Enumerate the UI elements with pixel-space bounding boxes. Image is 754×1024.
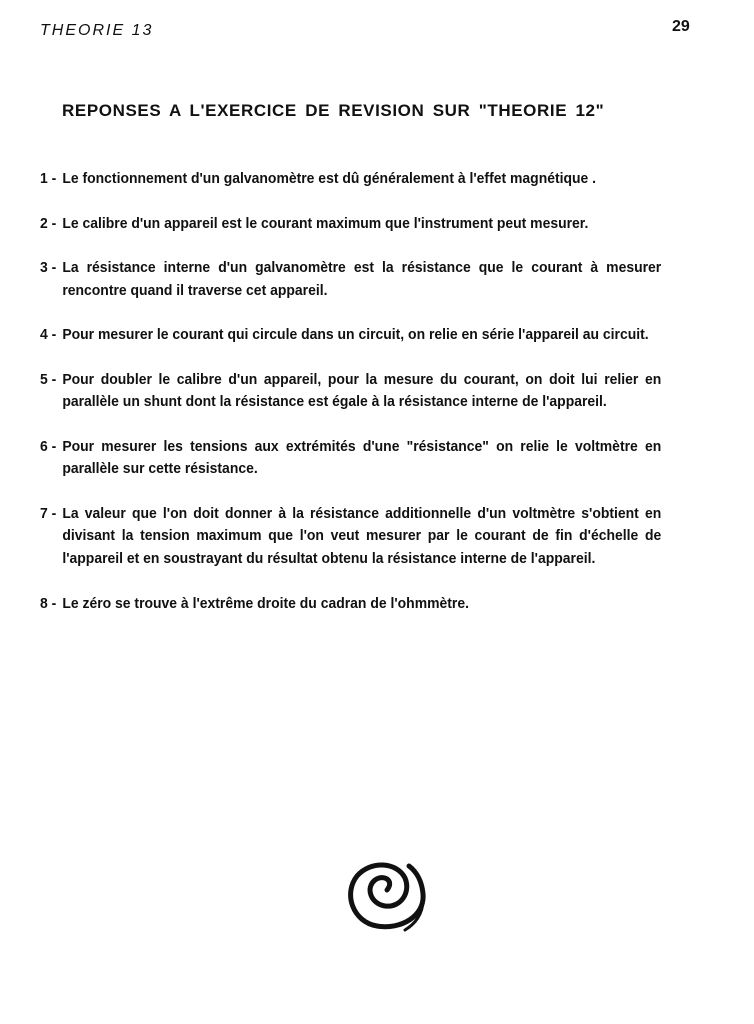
answer-text: Le calibre d'un appareil est le courant maximum que l'instrument peut mesurer. [62, 214, 589, 232]
answer-text: La résistance interne d'un galvanomètre est la résistance que le courant à mesurer rencontre quand il traverse cet appareil. [62, 259, 662, 299]
answer-number: 2 - [40, 214, 57, 232]
answer-number: 8 - [40, 595, 57, 612]
answer-text: La valeur que l'on doit donner à la résistance additionnelle d'un voltmètre s'obtient en divisant la tension maximum que l'on veut mesurer par le courant de fin d'échelle de l'appareil et en soustrayant du résultat obtenu la résistance interne de l'appareil. [62, 504, 662, 567]
answer-item [40, 324, 661, 347]
answer-item [40, 503, 661, 571]
page-number: 29 [672, 18, 690, 35]
answer-item [40, 593, 661, 616]
answer-number: 6 - [40, 437, 57, 455]
answer-text: Le fonctionnement d'un galvanomètre est dû généralement à l'effet magnétique . [62, 170, 597, 187]
answer-text: Pour doubler le calibre d'un appareil, pour la mesure du courant, on doit lui relier en parallèle un shunt dont la résistance est égale à la résistance interne de l'appareil. [62, 370, 662, 410]
answer-number: 4 - [40, 326, 57, 343]
answer-item [40, 436, 661, 481]
page-title: REPONSES A L'EXERCICE DE REVISION SUR "THEORIE 12" [62, 101, 605, 120]
answers-list [40, 168, 661, 638]
answer-number: 5 - [40, 370, 57, 388]
answer-number: 7 - [40, 504, 57, 522]
section-header: THEORIE 13 [40, 22, 154, 39]
answer-item [40, 369, 661, 414]
answer-item [40, 257, 661, 302]
answer-text: Pour mesurer le courant qui circule dans un circuit, on relie en série l'appareil au circuit. [62, 326, 649, 343]
answer-item [40, 213, 661, 236]
answer-number: 1 - [40, 170, 57, 187]
spiral-icon [335, 850, 435, 940]
answer-number: 3 - [40, 259, 57, 276]
answer-text: Le zéro se trouve à l'extrême droite du cadran de l'ohmmètre. [62, 595, 469, 612]
answer-text: Pour mesurer les tensions aux extrémités d'une "résistance" on relie le voltmètre en parallèle sur cette résistance. [62, 437, 662, 477]
answer-item [40, 168, 661, 191]
